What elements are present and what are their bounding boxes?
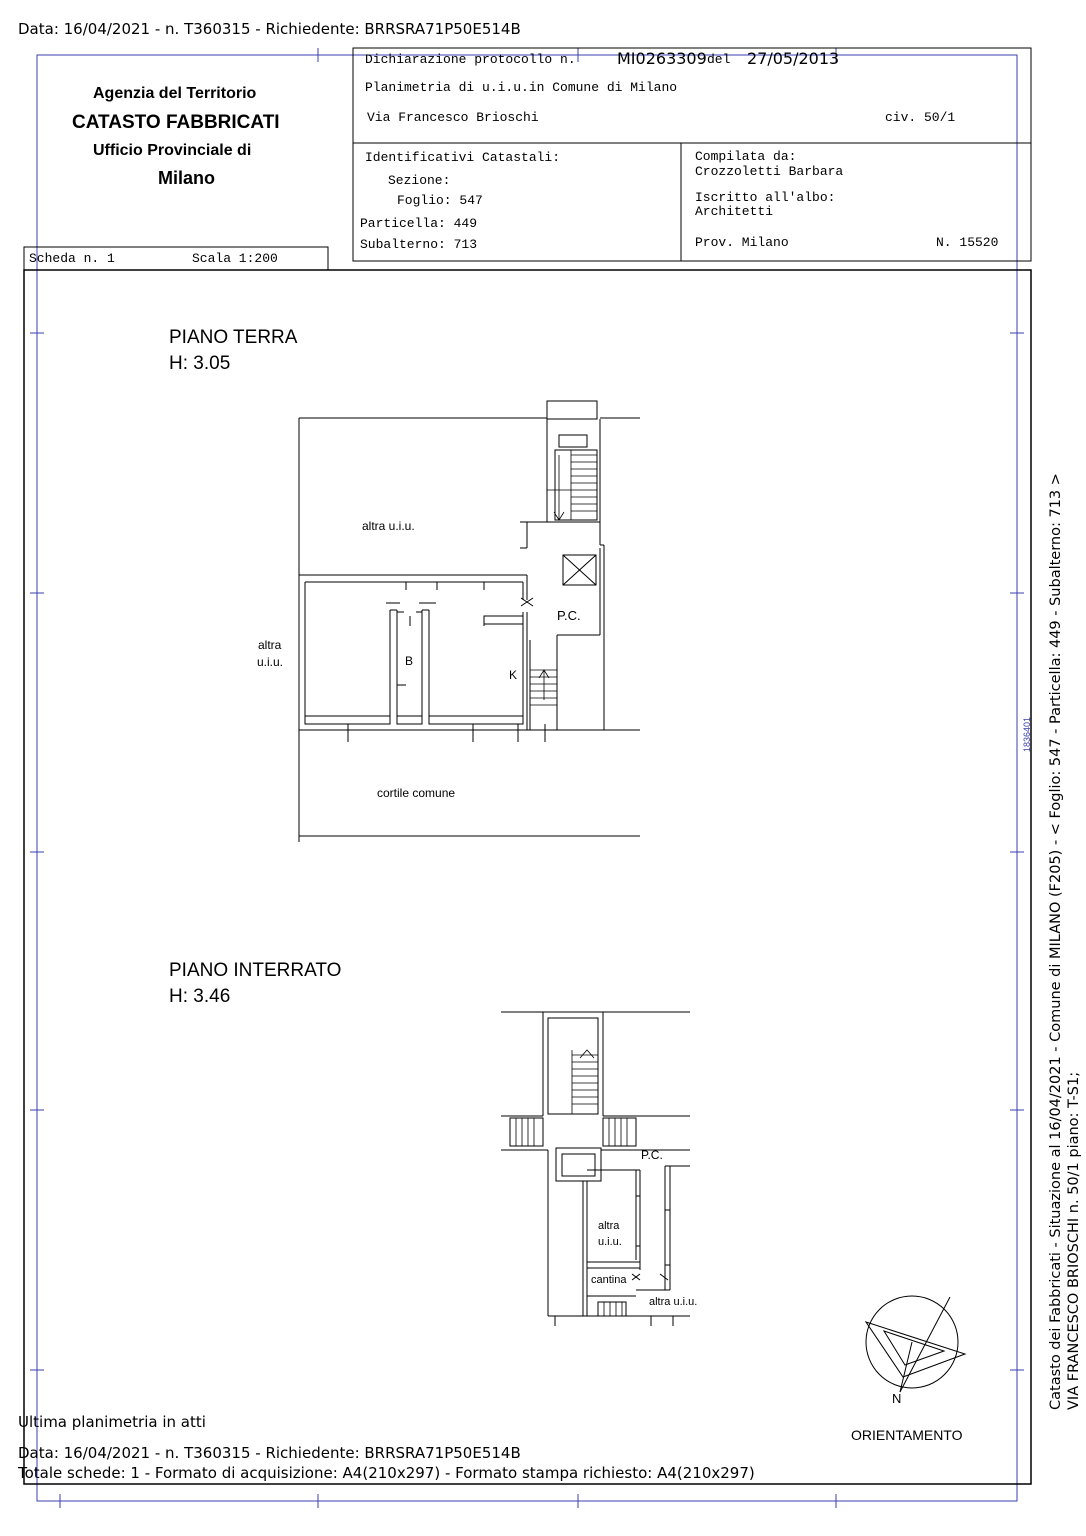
agency-line-4: Milano bbox=[158, 168, 215, 188]
footer-data: Data: 16/04/2021 - n. T360315 - Richiedente: BRRSRA71P50E514B bbox=[18, 1444, 521, 1462]
side-text-line-2: VIA FRANCESCO BRIOSCHI n. 50/1 piano: T-S1; bbox=[1066, 1071, 1082, 1410]
compiled-label: Compilata da: bbox=[695, 149, 797, 164]
particella: Particella: 449 bbox=[360, 216, 478, 231]
label-altra-basement-1: altra bbox=[598, 1220, 620, 1232]
ground-floor-plan bbox=[299, 401, 640, 842]
north-arrow-icon bbox=[866, 1296, 965, 1392]
label-pc-basement: P.C. bbox=[641, 1148, 663, 1162]
ground-floor-title: PIANO TERRA bbox=[169, 327, 298, 348]
agency-line-3: Ufficio Provinciale di bbox=[93, 142, 252, 159]
civic-number: civ. 50/1 bbox=[885, 110, 956, 125]
label-bathroom: B bbox=[405, 654, 414, 668]
label-cantina: cantina bbox=[591, 1274, 627, 1286]
planimetria-line: Planimetria di u.i.u.in Comune di Milano bbox=[365, 80, 678, 95]
agency-line-1: Agenzia del Territorio bbox=[93, 85, 257, 102]
subalterno: Subalterno: 713 bbox=[360, 237, 478, 252]
label-altra-left-2: u.i.u. bbox=[257, 655, 284, 669]
scheda-number: Scheda n. 1 bbox=[29, 251, 115, 266]
declaration-number: MI0263309 bbox=[617, 49, 707, 68]
albo-label: Iscritto all'albo: bbox=[695, 190, 836, 205]
ground-floor-height: H: 3.05 bbox=[169, 353, 231, 374]
label-altra-left-1: altra bbox=[258, 638, 282, 652]
basement-height: H: 3.46 bbox=[169, 986, 231, 1007]
compiled-name: Crozzoletti Barbara bbox=[695, 164, 844, 179]
registration-number: N. 15520 bbox=[936, 235, 999, 250]
foglio: Foglio: 547 bbox=[397, 193, 483, 208]
label-altra-uiu-basement: altra u.i.u. bbox=[649, 1296, 698, 1308]
label-cortile: cortile comune bbox=[377, 786, 456, 800]
side-text-line-1: Catasto dei Fabbricati - Situazione al 16/04/2021 - Comune di MILANO (F205) - < Foglio: 547 - Particella: 449 - Subalterno: 713 > bbox=[1048, 473, 1064, 1410]
basement-title: PIANO INTERRATO bbox=[169, 960, 342, 981]
footer-totale: Totale schede: 1 - Formato di acquisizione: A4(210x297) - Formato stampa richiesto: A4(210x297) bbox=[18, 1464, 755, 1482]
declaration-label: Dichiarazione protocollo n. bbox=[365, 52, 576, 67]
declaration-date: 27/05/2013 bbox=[747, 49, 840, 68]
footer-last-plan: Ultima planimetria in atti bbox=[18, 1413, 206, 1431]
identifiers-heading: Identificativi Catastali: bbox=[365, 150, 561, 165]
registration-ticks bbox=[30, 48, 1024, 1508]
albo-value: Architetti bbox=[695, 204, 774, 219]
declaration-del: del bbox=[707, 52, 731, 67]
top-request-header: Data: 16/04/2021 - n. T360315 - Richiedente: BRRSRA71P50E514B bbox=[18, 20, 521, 38]
compass-north: N bbox=[892, 1391, 902, 1406]
street-name: Via Francesco Brioschi bbox=[367, 110, 539, 125]
label-kitchen: K bbox=[509, 668, 518, 682]
label-pc-ground: P.C. bbox=[557, 608, 581, 623]
scale: Scala 1:200 bbox=[192, 251, 278, 266]
label-altra-uiu-top: altra u.i.u. bbox=[362, 519, 415, 533]
compass-label: ORIENTAMENTO bbox=[851, 1427, 963, 1443]
sezione: Sezione: bbox=[388, 173, 451, 188]
label-altra-basement-2: u.i.u. bbox=[598, 1236, 622, 1248]
province: Prov. Milano bbox=[695, 235, 789, 250]
side-stamp: 1836401 bbox=[1022, 716, 1032, 752]
agency-line-2: CATASTO FABBRICATI bbox=[72, 112, 280, 133]
